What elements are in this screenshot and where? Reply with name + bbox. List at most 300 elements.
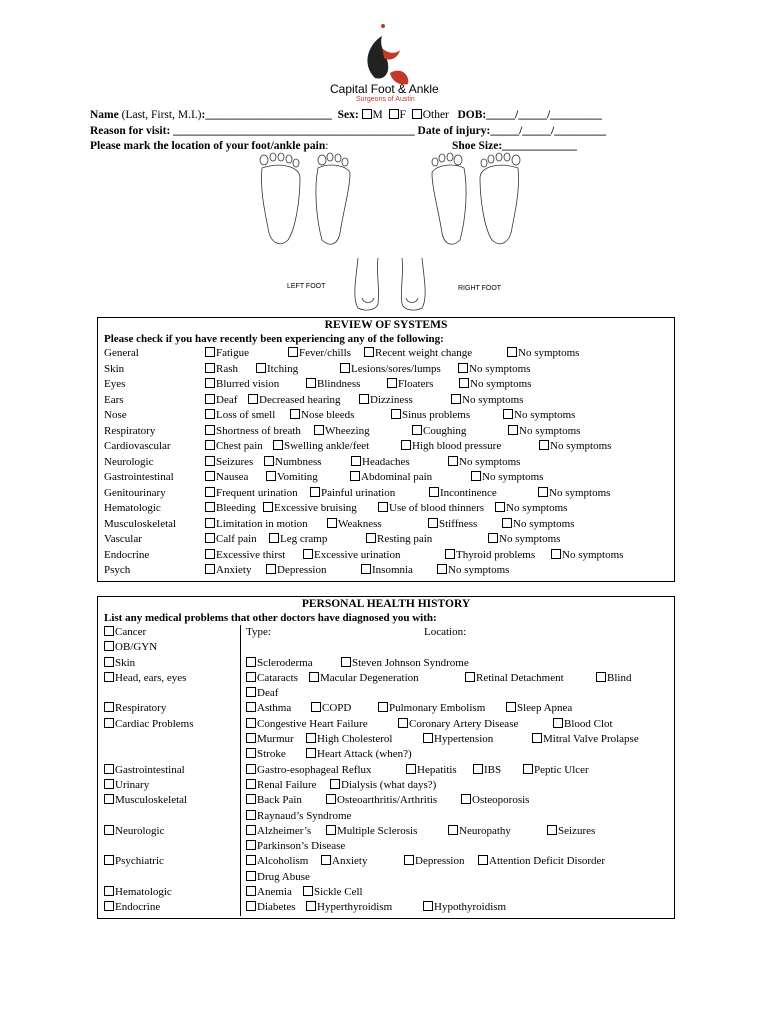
ros-option[interactable]: [264, 455, 321, 470]
option-label: No symptoms: [513, 517, 575, 530]
phh-row-psychiatric: [98, 854, 674, 869]
checkbox[interactable]: [459, 378, 469, 388]
checkbox[interactable]: [502, 518, 512, 528]
checkbox[interactable]: [303, 886, 313, 896]
option-label: Steven Johnson Syndrome: [352, 656, 469, 669]
checkbox[interactable]: [205, 471, 215, 481]
checkbox[interactable]: [309, 672, 319, 682]
ros-option[interactable]: [445, 548, 535, 563]
phh-category[interactable]: [104, 900, 160, 915]
checkbox[interactable]: [461, 794, 471, 804]
checkbox[interactable]: [364, 347, 374, 357]
phh-option[interactable]: [246, 809, 351, 824]
sex-other-checkbox[interactable]: [412, 109, 422, 119]
shoe-size-field[interactable]: Shoe Size:_____________: [452, 140, 577, 152]
phh-option[interactable]: [246, 732, 294, 747]
ros-option[interactable]: [387, 377, 433, 392]
sex-m-checkbox[interactable]: [362, 109, 372, 119]
dob-field[interactable]: DOB:_____/_____/_________: [457, 109, 602, 121]
ros-option[interactable]: [401, 439, 501, 454]
phh-option[interactable]: [506, 701, 572, 716]
checkbox[interactable]: [306, 733, 316, 743]
category-label: Cancer: [115, 626, 147, 638]
checkbox[interactable]: [288, 347, 298, 357]
injury-date-field[interactable]: Date of injury:_____/_____/_________: [417, 125, 606, 137]
phh-category[interactable]: [104, 671, 186, 686]
ros-option[interactable]: [269, 532, 327, 547]
phh-option[interactable]: [246, 793, 302, 808]
phh-row-continued: [98, 839, 674, 854]
ros-option[interactable]: [458, 362, 530, 377]
option-label: No symptoms: [448, 564, 510, 576]
checkbox[interactable]: [264, 456, 274, 466]
checkbox[interactable]: [551, 549, 561, 559]
phh-option[interactable]: [378, 701, 485, 716]
checkbox[interactable]: [205, 425, 215, 435]
checkbox[interactable]: [547, 825, 557, 835]
checkbox[interactable]: [326, 794, 336, 804]
phh-option[interactable]: [246, 870, 310, 885]
header-line-2: [90, 125, 606, 137]
phh-category[interactable]: [104, 656, 135, 671]
ros-option[interactable]: [495, 501, 567, 516]
phh-option[interactable]: [523, 763, 589, 778]
checkbox[interactable]: [246, 855, 256, 865]
checkbox[interactable]: [326, 825, 336, 835]
option-label: Use of blood thinners: [389, 502, 485, 514]
checkbox[interactable]: [104, 764, 114, 774]
phh-option[interactable]: [326, 793, 437, 808]
ros-option[interactable]: [205, 548, 285, 563]
phh-row-musculoskeletal: [98, 793, 674, 808]
checkbox[interactable]: [104, 657, 114, 667]
option-label: Recent weight change: [375, 347, 473, 359]
phh-option[interactable]: [330, 778, 436, 793]
phh-option[interactable]: [246, 824, 311, 839]
checkbox[interactable]: [104, 886, 114, 896]
ros-option[interactable]: [364, 346, 472, 361]
checkbox[interactable]: [104, 718, 114, 728]
ros-option[interactable]: [205, 377, 279, 392]
phh-option[interactable]: [246, 778, 317, 793]
category-label: Hematologic: [115, 886, 172, 899]
option-label: Wheezing: [325, 424, 370, 437]
checkbox[interactable]: [366, 533, 376, 543]
ros-option[interactable]: [273, 439, 369, 454]
checkbox[interactable]: [350, 471, 360, 481]
phh-category[interactable]: [104, 640, 157, 655]
phh-option[interactable]: [404, 854, 465, 869]
ros-option[interactable]: [351, 455, 410, 470]
review-of-systems-section: [97, 317, 675, 582]
ros-option[interactable]: [488, 532, 560, 547]
checkbox[interactable]: [306, 748, 316, 758]
phh-option[interactable]: [309, 671, 419, 686]
phh-category[interactable]: [104, 701, 166, 716]
ros-instruction: Please check if you have recently been experiencing any of the following:: [104, 333, 444, 345]
option-label: Itching: [267, 362, 299, 375]
checkbox[interactable]: [506, 702, 516, 712]
checkbox[interactable]: [205, 347, 215, 357]
reason-field[interactable]: Reason for visit: __________________________________________: [90, 125, 415, 137]
ros-option[interactable]: [327, 517, 382, 532]
option-label: Sickle Cell: [314, 886, 363, 899]
phh-option[interactable]: [461, 793, 529, 808]
checkbox[interactable]: [266, 564, 276, 574]
ros-option[interactable]: [205, 346, 249, 361]
option-label: High Cholesterol: [317, 733, 393, 746]
checkbox[interactable]: [246, 764, 256, 774]
checkbox[interactable]: [256, 363, 266, 373]
option-label: Fever/chills: [299, 347, 351, 359]
checkbox[interactable]: [478, 855, 488, 865]
checkbox[interactable]: [269, 533, 279, 543]
category-label: Psychiatric: [115, 855, 164, 868]
option-label: Loss of smell: [216, 409, 276, 421]
checkbox[interactable]: [246, 733, 256, 743]
ros-option[interactable]: [205, 470, 248, 485]
phh-category[interactable]: [104, 885, 172, 900]
sex-f-checkbox[interactable]: [389, 109, 399, 119]
phh-category[interactable]: [104, 778, 149, 793]
option-label: Depression: [277, 564, 327, 576]
ros-option[interactable]: [263, 501, 357, 516]
phh-category[interactable]: [104, 854, 164, 869]
ros-row-label: Respiratory: [104, 424, 156, 437]
checkbox[interactable]: [104, 672, 114, 682]
checkbox[interactable]: [273, 440, 283, 450]
ros-option[interactable]: [437, 563, 509, 578]
checkbox[interactable]: [532, 733, 542, 743]
ros-option[interactable]: [205, 393, 237, 408]
option-label: Limitation in motion: [216, 517, 308, 530]
checkbox[interactable]: [104, 855, 114, 865]
checkbox[interactable]: [538, 487, 548, 497]
option-label: No symptoms: [514, 409, 576, 421]
phh-option[interactable]: [306, 732, 392, 747]
checkbox[interactable]: [104, 901, 114, 911]
phh-row-continued: [98, 732, 674, 747]
checkbox[interactable]: [205, 487, 215, 497]
checkbox[interactable]: [351, 456, 361, 466]
checkbox[interactable]: [378, 502, 388, 512]
checkbox[interactable]: [445, 549, 455, 559]
checkbox[interactable]: [327, 518, 337, 528]
checkbox[interactable]: [314, 425, 324, 435]
checkbox[interactable]: [311, 702, 321, 712]
checkbox[interactable]: [246, 840, 256, 850]
checkbox[interactable]: [361, 564, 371, 574]
option-label: Seizures: [558, 824, 596, 837]
ros-option[interactable]: [391, 408, 470, 423]
name-label: Name: [90, 109, 119, 121]
phh-option[interactable]: [341, 656, 469, 671]
checkbox[interactable]: [306, 378, 316, 388]
phh-option[interactable]: [246, 701, 291, 716]
ros-option[interactable]: [205, 424, 301, 439]
checkbox[interactable]: [246, 810, 256, 820]
phh-option[interactable]: [423, 900, 506, 915]
checkbox[interactable]: [503, 409, 513, 419]
ros-option[interactable]: [288, 346, 351, 361]
phh-option[interactable]: [306, 900, 392, 915]
checkbox[interactable]: [246, 748, 256, 758]
phh-option[interactable]: [246, 763, 372, 778]
ros-option[interactable]: [205, 517, 308, 532]
phh-option[interactable]: [246, 717, 368, 732]
phh-option[interactable]: [311, 701, 351, 716]
checkbox[interactable]: [451, 394, 461, 404]
checkbox[interactable]: [406, 764, 416, 774]
ros-option[interactable]: [539, 439, 611, 454]
checkbox[interactable]: [412, 425, 422, 435]
checkbox[interactable]: [246, 779, 256, 789]
ros-option[interactable]: [428, 517, 477, 532]
checkbox[interactable]: [391, 409, 401, 419]
phh-option[interactable]: [473, 763, 501, 778]
phh-option[interactable]: [326, 824, 417, 839]
ros-option[interactable]: [551, 548, 623, 563]
checkbox[interactable]: [473, 764, 483, 774]
checkbox[interactable]: [246, 825, 256, 835]
ros-row-label: Skin: [104, 362, 125, 375]
ros-option[interactable]: [366, 532, 432, 547]
ros-option[interactable]: [205, 563, 251, 578]
checkbox[interactable]: [246, 702, 256, 712]
checkbox[interactable]: [458, 363, 468, 373]
checkbox[interactable]: [205, 456, 215, 466]
phh-option[interactable]: [246, 747, 286, 762]
checkbox[interactable]: [246, 886, 256, 896]
ros-option[interactable]: [350, 470, 432, 485]
cancer-type-field[interactable]: Type:: [246, 626, 271, 638]
phh-row-skin: [98, 656, 674, 671]
phh-option[interactable]: [303, 885, 363, 900]
option-label: Weakness: [338, 517, 382, 530]
ros-option[interactable]: [314, 424, 370, 439]
ros-option[interactable]: [248, 393, 341, 408]
checkbox[interactable]: [246, 718, 256, 728]
phh-option[interactable]: [246, 885, 292, 900]
checkbox[interactable]: [104, 641, 114, 651]
phh-option[interactable]: [246, 900, 295, 915]
checkbox[interactable]: [246, 901, 256, 911]
ros-option[interactable]: [448, 455, 520, 470]
checkbox[interactable]: [104, 794, 114, 804]
option-label: Depression: [415, 855, 465, 868]
option-label: No symptoms: [506, 502, 568, 514]
option-label: No symptoms: [518, 347, 580, 359]
phh-category[interactable]: [104, 717, 194, 732]
option-label: Anxiety: [216, 564, 252, 576]
ros-option[interactable]: [290, 408, 354, 423]
phh-category[interactable]: [104, 793, 187, 808]
option-label: Sleep Apnea: [517, 702, 573, 715]
checkbox[interactable]: [290, 409, 300, 419]
option-label: Numbness: [275, 455, 322, 468]
name-field[interactable]: :______________________: [201, 109, 332, 121]
ros-option[interactable]: [310, 486, 395, 501]
option-label: Stiffness: [439, 517, 478, 530]
checkbox[interactable]: [341, 657, 351, 667]
checkbox[interactable]: [387, 378, 397, 388]
phh-option[interactable]: [246, 686, 278, 701]
phh-option[interactable]: [423, 732, 493, 747]
checkbox[interactable]: [495, 502, 505, 512]
ros-option[interactable]: [303, 548, 400, 563]
option-label: Alzheimer’s: [257, 824, 312, 837]
phh-option[interactable]: [532, 732, 639, 747]
checkbox[interactable]: [205, 564, 215, 574]
checkbox[interactable]: [378, 702, 388, 712]
ros-option[interactable]: [429, 486, 497, 501]
checkbox[interactable]: [246, 871, 256, 881]
checkbox[interactable]: [205, 394, 215, 404]
checkbox[interactable]: [539, 440, 549, 450]
ros-option[interactable]: [507, 346, 579, 361]
phh-category[interactable]: [104, 824, 164, 839]
checkbox[interactable]: [508, 425, 518, 435]
checkbox[interactable]: [246, 672, 256, 682]
checkbox[interactable]: [246, 657, 256, 667]
checkbox[interactable]: [321, 855, 331, 865]
checkbox[interactable]: [205, 502, 215, 512]
checkbox[interactable]: [448, 825, 458, 835]
ros-option[interactable]: [306, 377, 360, 392]
phh-option[interactable]: [596, 671, 631, 686]
option-label: Thyroid problems: [456, 548, 536, 561]
ros-option[interactable]: [340, 362, 441, 377]
ros-option[interactable]: [359, 393, 413, 408]
ros-option[interactable]: [412, 424, 466, 439]
option-label: Raynaud’s Syndrome: [257, 809, 352, 822]
checkbox[interactable]: [205, 440, 215, 450]
checkbox[interactable]: [401, 440, 411, 450]
checkbox[interactable]: [423, 733, 433, 743]
ros-option[interactable]: [471, 470, 543, 485]
ros-option[interactable]: [361, 563, 413, 578]
checkbox[interactable]: [596, 672, 606, 682]
checkbox[interactable]: [246, 687, 256, 697]
phh-option[interactable]: [398, 717, 518, 732]
ros-option[interactable]: [205, 501, 256, 516]
checkbox[interactable]: [205, 533, 215, 543]
ros-option[interactable]: [538, 486, 610, 501]
checkbox[interactable]: [471, 471, 481, 481]
option-label: Coronary Artery Disease: [409, 717, 519, 730]
phh-option[interactable]: [306, 747, 412, 762]
ros-option[interactable]: [205, 486, 298, 501]
ros-option[interactable]: [502, 517, 574, 532]
checkbox[interactable]: [104, 825, 114, 835]
checkbox[interactable]: [404, 855, 414, 865]
option-label: No symptoms: [482, 471, 544, 483]
cancer-location-field[interactable]: Location:: [424, 626, 467, 638]
ros-option[interactable]: [503, 408, 575, 423]
checkbox[interactable]: [205, 363, 215, 373]
category-label: Neurologic: [115, 824, 165, 837]
phh-option[interactable]: [547, 824, 595, 839]
checkbox[interactable]: [248, 394, 258, 404]
phh-option[interactable]: [246, 671, 298, 686]
ros-option[interactable]: [266, 563, 327, 578]
checkbox[interactable]: [104, 779, 114, 789]
checkbox[interactable]: [429, 487, 439, 497]
option-label: Anemia: [257, 886, 292, 899]
checkbox[interactable]: [465, 672, 475, 682]
checkbox[interactable]: [428, 518, 438, 528]
checkbox[interactable]: [104, 626, 114, 636]
ros-option[interactable]: [205, 408, 275, 423]
checkbox[interactable]: [507, 347, 517, 357]
ros-option[interactable]: [205, 362, 238, 377]
checkbox[interactable]: [553, 718, 563, 728]
checkbox[interactable]: [205, 409, 215, 419]
ros-option[interactable]: [205, 455, 253, 470]
ros-row-label: General: [104, 347, 139, 359]
phh-option[interactable]: [465, 671, 564, 686]
ros-row-psych: [98, 563, 674, 579]
checkbox[interactable]: [340, 363, 350, 373]
checkbox[interactable]: [523, 764, 533, 774]
checkbox[interactable]: [303, 549, 313, 559]
phh-option[interactable]: [321, 854, 367, 869]
phh-option[interactable]: [478, 854, 605, 869]
ros-option[interactable]: [205, 439, 263, 454]
phh-option[interactable]: [406, 763, 457, 778]
phh-category[interactable]: [104, 763, 185, 778]
checkbox[interactable]: [330, 779, 340, 789]
ros-row-label: Ears: [104, 393, 124, 406]
checkbox[interactable]: [205, 378, 215, 388]
option-label: Deaf: [257, 687, 279, 700]
option-label: Frequent urination: [216, 486, 298, 499]
phh-option[interactable]: [448, 824, 511, 839]
checkbox[interactable]: [398, 718, 408, 728]
checkbox[interactable]: [437, 564, 447, 574]
header-line-1: [90, 109, 602, 121]
phh-category[interactable]: [104, 625, 146, 640]
checkbox[interactable]: [205, 518, 215, 528]
ros-option[interactable]: [451, 393, 523, 408]
ros-option[interactable]: [508, 424, 580, 439]
checkbox[interactable]: [423, 901, 433, 911]
checkbox[interactable]: [359, 394, 369, 404]
checkbox[interactable]: [448, 456, 458, 466]
checkbox[interactable]: [488, 533, 498, 543]
ros-row-label: Gastrointestinal: [104, 471, 174, 483]
phh-option[interactable]: [246, 854, 308, 869]
ros-option[interactable]: [205, 532, 257, 547]
checkbox[interactable]: [306, 901, 316, 911]
ros-option[interactable]: [256, 362, 298, 377]
ros-option[interactable]: [378, 501, 484, 516]
category-label: Urinary: [115, 778, 150, 791]
checkbox[interactable]: [263, 502, 273, 512]
checkbox[interactable]: [310, 487, 320, 497]
checkbox[interactable]: [246, 794, 256, 804]
phh-option[interactable]: [246, 656, 313, 671]
phh-option[interactable]: [553, 717, 613, 732]
checkbox[interactable]: [205, 549, 215, 559]
phh-option[interactable]: [246, 839, 345, 854]
feet-diagram[interactable]: [240, 148, 540, 318]
ros-option[interactable]: [459, 377, 531, 392]
option-label: Anxiety: [332, 855, 368, 868]
ros-option[interactable]: [266, 470, 318, 485]
checkbox[interactable]: [104, 702, 114, 712]
checkbox[interactable]: [266, 471, 276, 481]
